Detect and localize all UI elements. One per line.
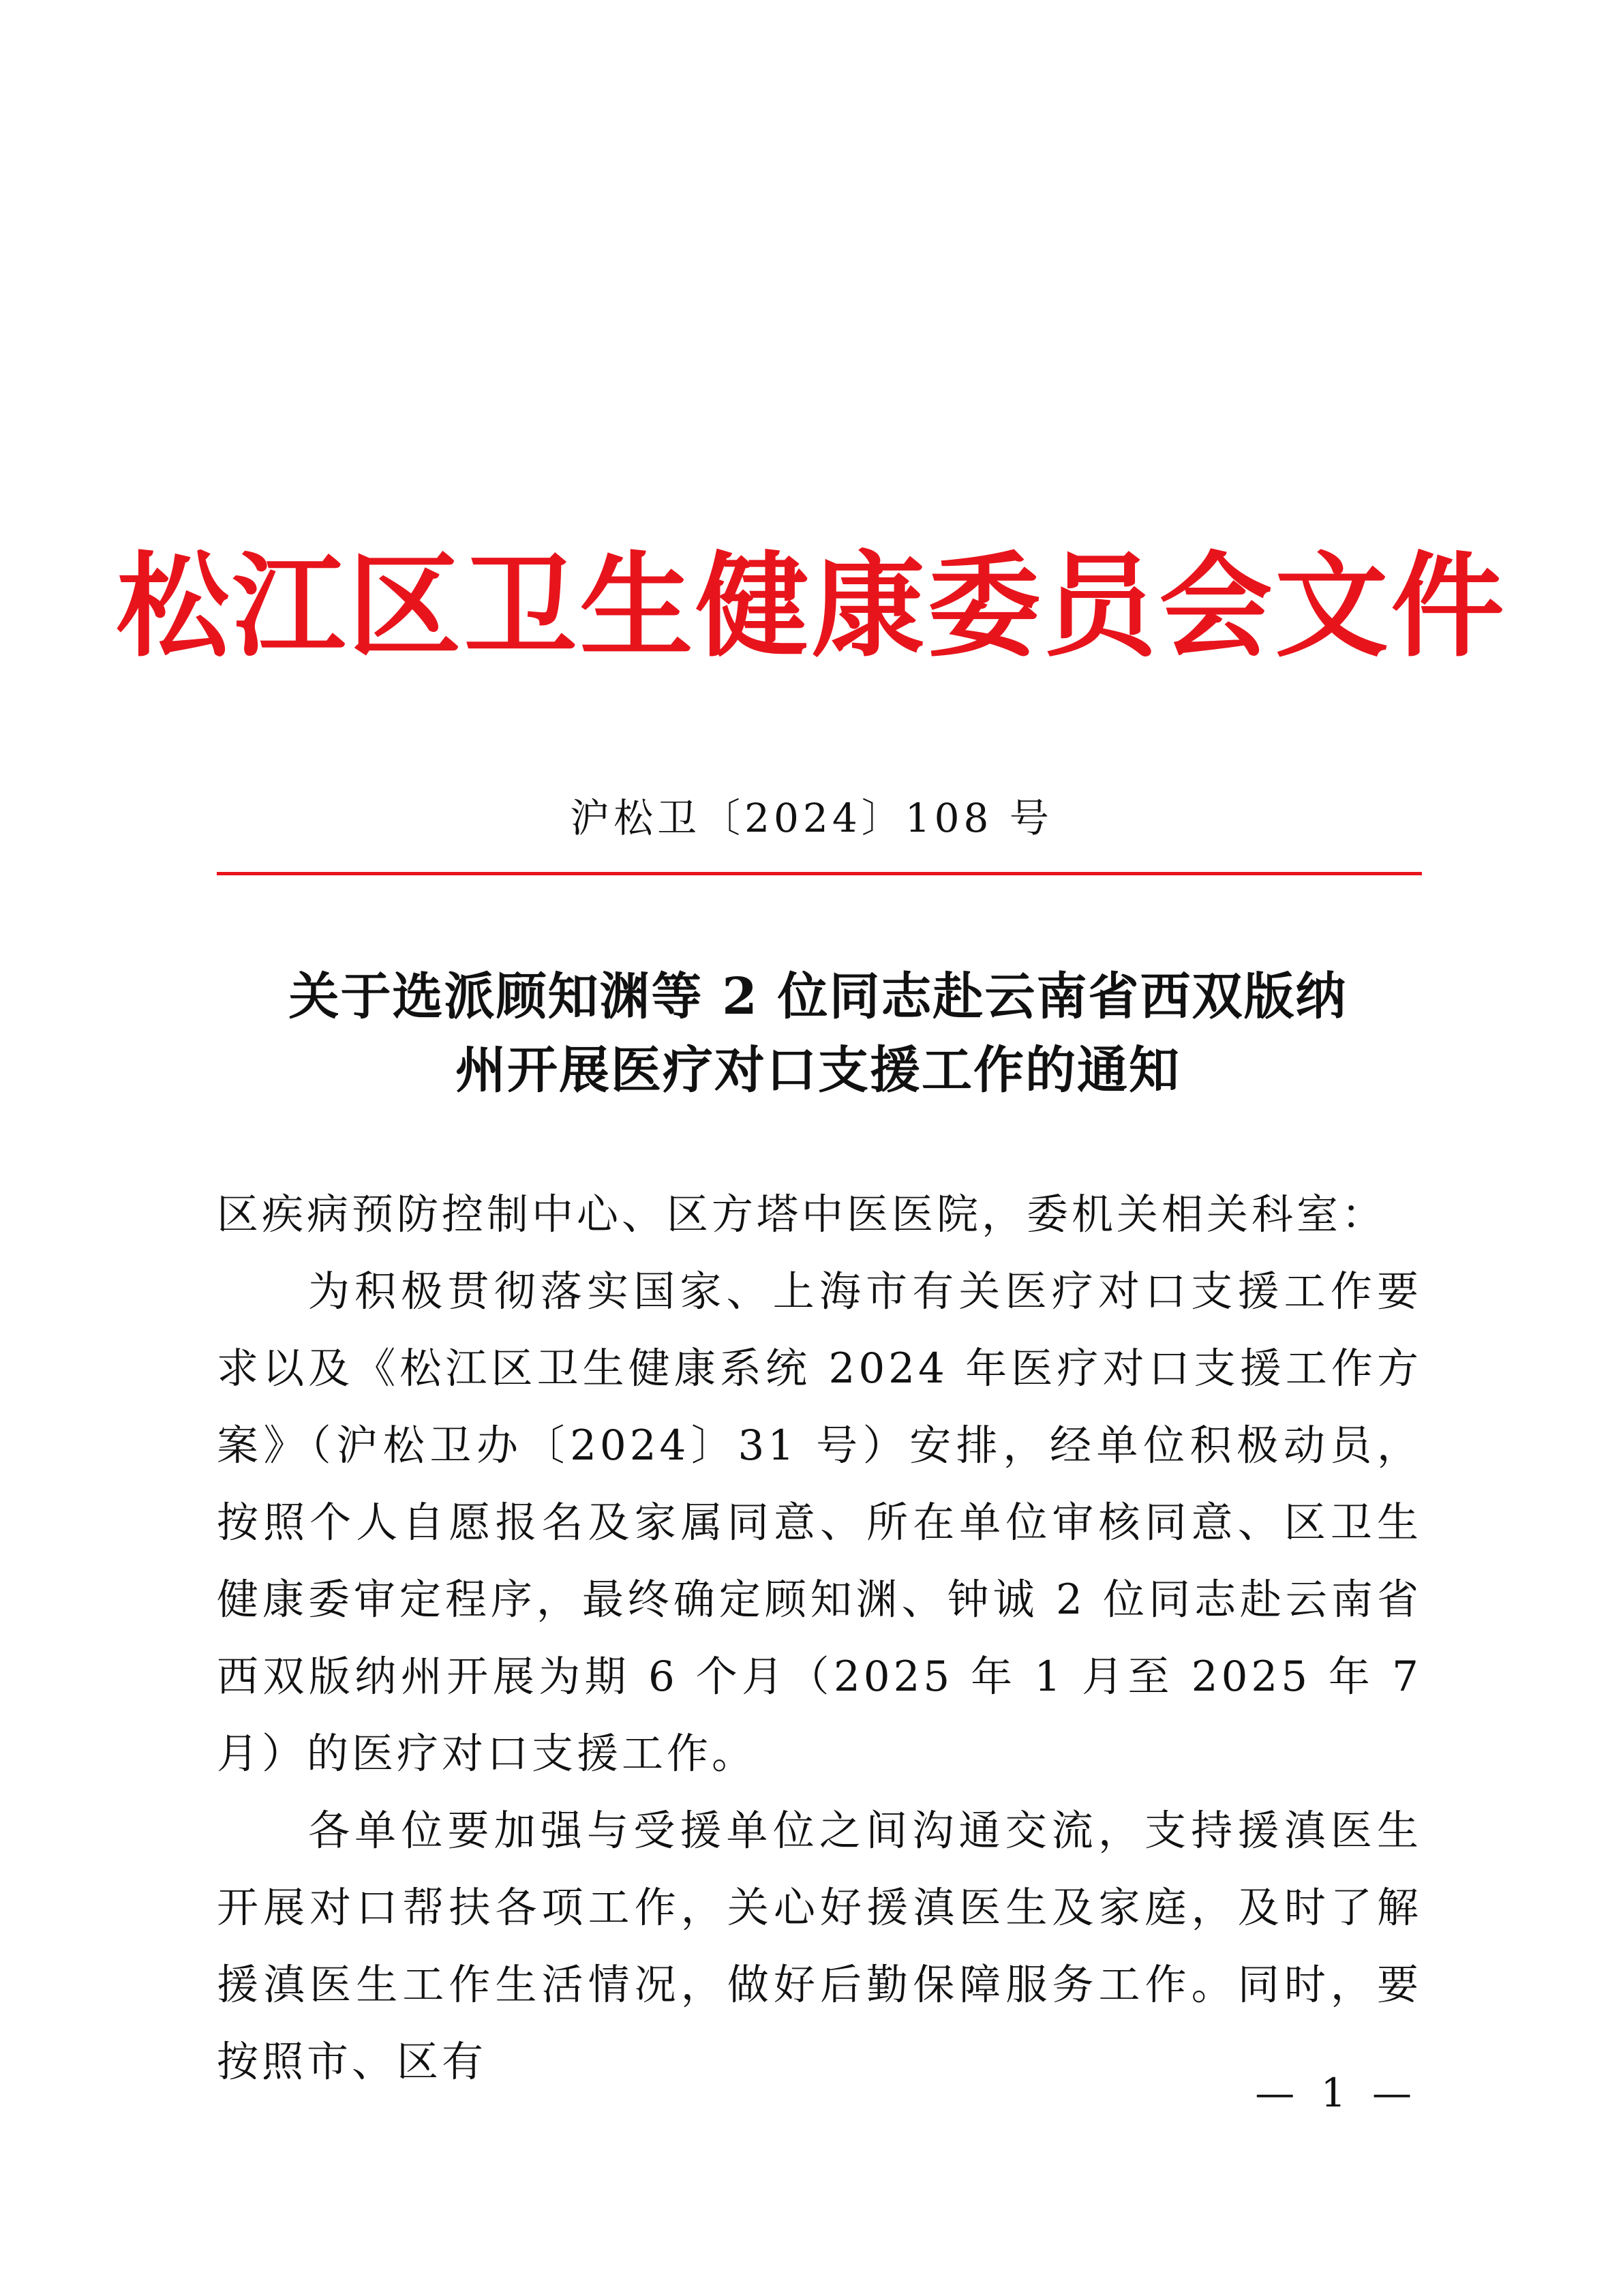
- body-paragraph-2: 各单位要加强与受援单位之间沟通交流，支持援滇医生开展对口帮扶各项工作，关心好援滇医生及家庭，及时了解援滇医生工作生活情况，做好后勤保障服务工作。同时，要按照市、区有: [217, 1807, 1422, 2086]
- notice-title-line-2: 州开展医疗对口支援工作的通知: [455, 1041, 1181, 1100]
- notice-title-line-1: 关于选派顾知渊等 2 位同志赴云南省西双版纳: [288, 967, 1348, 1026]
- page-number: — 1 —: [1255, 2070, 1419, 2116]
- document-number: 沪松卫〔2024〕108 号: [570, 795, 1053, 841]
- body-paragraph-1: 为积极贯彻落实国家、上海市有关医疗对口支援工作要求以及《松江区卫生健康系统 2024 年医疗对口支援工作方案》（沪松卫办〔2024〕31 号）安排，经单位积极动员，按照个人自愿报名及家属同意、所在单位审核同意、区卫生健康委审定程序，最终确定顾知渊、钟诚 2 位同志赴云南省西双版纳州开展为期 6 个月（2025 年 1 月至 2025 年 7 月）的医疗对口支援工作。: [217, 1267, 1422, 1778]
- notice-title: [204, 960, 1431, 1107]
- red-divider-rule: [217, 872, 1422, 875]
- document-masthead: 松江区卫生健康委员会文件: [116, 540, 1507, 673]
- notice-body: [217, 1176, 1422, 2100]
- salutation: 区疾病预防控制中心、区方塔中医医院，委机关相关科室：: [217, 1190, 1387, 1239]
